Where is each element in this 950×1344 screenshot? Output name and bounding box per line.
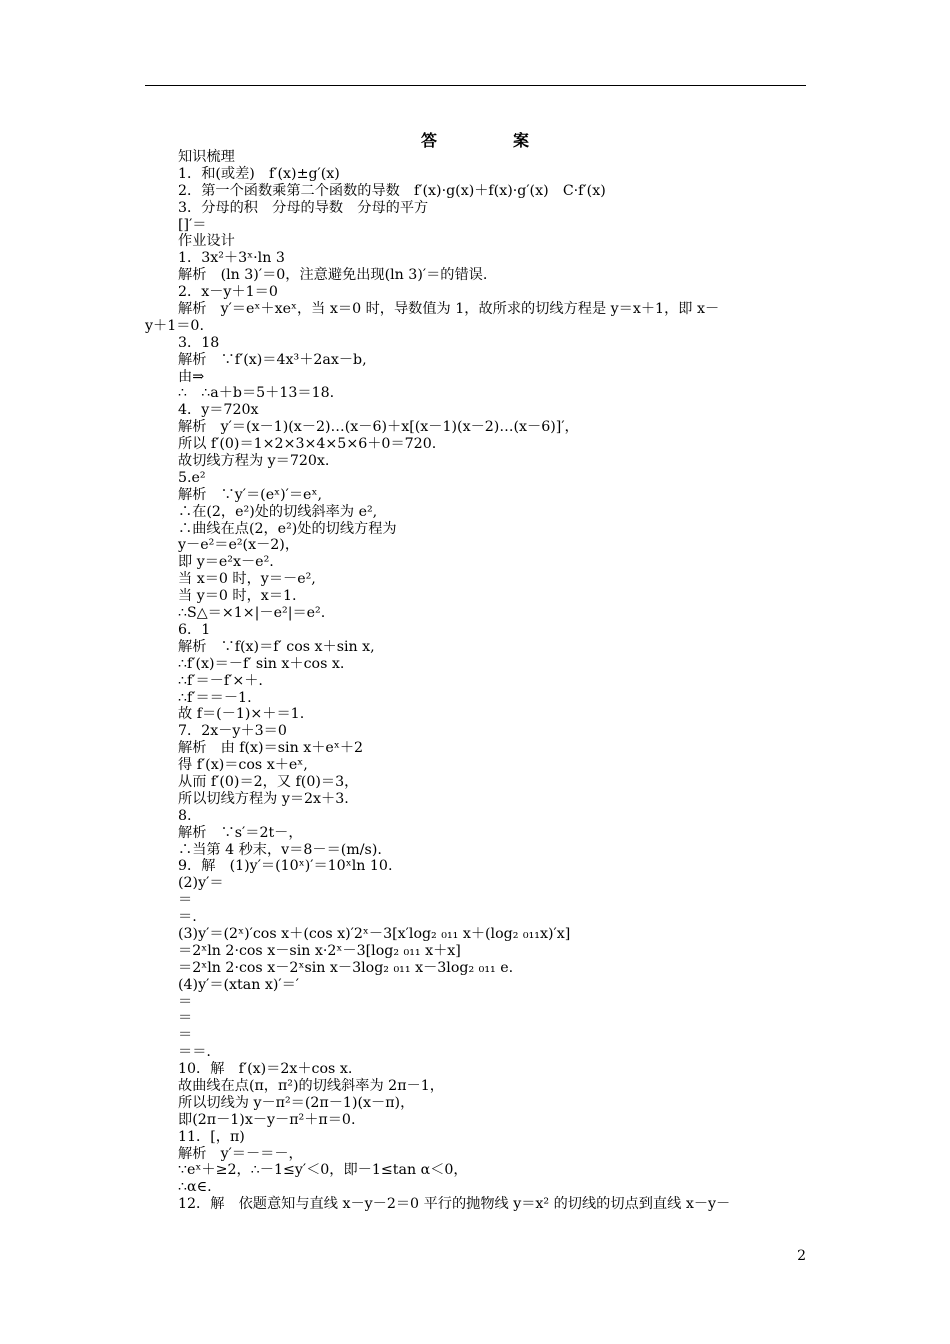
text-line: 故切线方程为 y＝720x. <box>178 453 330 470</box>
text-line: 所以切线为 y－π²＝(2π－1)(x－π)， <box>178 1094 415 1111</box>
text-line: y＋1＝0. <box>145 317 204 334</box>
page-number: 2 <box>797 1248 806 1264</box>
text-line: (2)y′＝ <box>178 875 224 892</box>
text-line: 由⇒ <box>178 368 205 385</box>
text-line: 所以 f′(0)＝1×2×3×4×5×6＋0＝720. <box>178 436 437 453</box>
text-line: (3)y′＝(2ˣ)′cos x＋(cos x)′2ˣ－3[x′log₂ ₀₁₁ x＋(log₂ ₀₁₁x)′x] <box>178 925 571 942</box>
text-line: 11．[，π) <box>178 1128 245 1145</box>
text-line: 知识梳理 <box>178 149 235 165</box>
text-line: 1．3x²＋3ˣ·ln 3 <box>178 250 285 267</box>
header-rule <box>145 85 806 86</box>
text-line: 3．分母的积 分母的导数 分母的平方 <box>178 199 429 216</box>
text-line: 当 x＝0 时，y＝－e², <box>178 571 316 588</box>
text-line: 6．1 <box>178 621 211 638</box>
text-line: 2．第一个函数乘第二个函数的导数 f′(x)·g(x)＋f(x)·g′(x) C·f′(x) <box>178 182 606 199</box>
text-line: 8. <box>178 807 192 824</box>
text-line: 9．解 (1)y′＝(10ˣ)′＝10ˣln 10. <box>178 858 393 875</box>
text-line: ∴S△＝×1×|－e²|＝e². <box>178 605 326 622</box>
text-line: 解析 y′＝－＝－， <box>178 1145 303 1162</box>
page-title: 答 案 <box>420 131 559 150</box>
text-line: []′＝ <box>178 216 207 233</box>
text-line: 解析 ∵f(x)＝f′ cos x＋sin x, <box>178 638 375 655</box>
text-line: 7．2x－y＋3＝0 <box>178 723 287 740</box>
text-line: ∴在(2，e²)处的切线斜率为 e², <box>178 503 378 520</box>
text-line: 10．解 f′(x)＝2x＋cos x. <box>178 1061 353 1078</box>
text-line: 12．解 依题意知与直线 x－y－2＝0 平行的抛物线 y＝x² 的切线的切点到直线 x－y－ <box>178 1196 731 1213</box>
text-line: ＝2ˣln 2·cos x－2ˣsin x－3log₂ ₀₁₁ x－3log₂ ₀₁₁ e. <box>178 959 514 976</box>
text-line: 即 y＝e²x－e². <box>178 554 274 571</box>
text-line: 故 f＝(－1)×＋＝1. <box>178 706 305 723</box>
text-line: 即(2π－1)x－y－π²＋π＝0. <box>178 1111 356 1128</box>
text-line: 5.e² <box>178 469 206 486</box>
text-line: 2．x－y＋1＝0 <box>178 284 278 301</box>
text-line: 3．18 <box>178 334 220 351</box>
text-line: 解析 y′＝eˣ＋xeˣ，当 x＝0 时，导数值为 1，故所求的切线方程是 y＝x＋1，即 x－ <box>178 301 720 318</box>
text-line: ＝＝. <box>178 1044 211 1061</box>
text-line: 得 f′(x)＝cos x＋eˣ, <box>178 757 308 774</box>
answer-body <box>145 149 807 1213</box>
text-line: 故曲线在点(π，π²)的切线斜率为 2π－1， <box>178 1077 444 1094</box>
text-line: 所以切线方程为 y＝2x＋3. <box>178 790 349 807</box>
text-line: ∴当第 4 秒末，v＝8－＝(m/s). <box>178 841 382 858</box>
text-line: 当 y＝0 时，x＝1. <box>178 588 297 605</box>
text-line: ＝ <box>178 1010 193 1027</box>
text-line: 从而 f′(0)＝2，又 f(0)＝3， <box>178 773 359 790</box>
text-line: 解析 ∵f′(x)＝4x³＋2ax－b, <box>178 351 367 368</box>
text-line: 解析 y′＝(x－1)(x－2)…(x－6)＋x[(x－1)(x－2)…(x－6)]′， <box>178 419 579 436</box>
text-line: ＝ <box>178 1027 193 1044</box>
text-line: ＝2ˣln 2·cos x－sin x·2ˣ－3[log₂ ₀₁₁ x＋x] <box>178 942 461 959</box>
text-line: ＝ <box>178 892 193 909</box>
text-line: ∴曲线在点(2，e²)处的切线方程为 <box>178 520 397 537</box>
text-line: ∴ ∴a＋b＝5＋13＝18. <box>178 385 335 402</box>
text-line: 作业设计 <box>178 233 235 250</box>
text-line: 解析 ∵y′＝(eˣ)′＝eˣ, <box>178 486 322 503</box>
text-line: 解析 由 f(x)＝sin x＋eˣ＋2 <box>178 740 364 757</box>
text-line: ∵eˣ＋≥2，∴－1≤y′＜0，即－1≤tan α＜0， <box>178 1162 468 1179</box>
text-line: 解析 (ln 3)′＝0，注意避免出现(ln 3)′＝的错误. <box>178 267 488 284</box>
text-line: ∴α∈. <box>178 1179 212 1196</box>
text-line: ＝ <box>178 993 193 1010</box>
text-line: ∴f′＝－f′×＋. <box>178 672 263 689</box>
text-line: ∴f′＝＝－1. <box>178 689 252 706</box>
text-line: 1．和(或差) f′(x)±g′(x) <box>178 165 340 182</box>
text-line: 解析 ∵s′＝2t－， <box>178 824 303 841</box>
text-line: y－e²＝e²(x－2)， <box>178 537 300 554</box>
text-line: (4)y′＝(xtan x)′＝′ <box>178 976 300 993</box>
text-line: ∴f′(x)＝－f′ sin x＋cos x. <box>178 655 345 672</box>
text-line: 4．y＝720x <box>178 402 259 419</box>
text-line: ＝. <box>178 909 197 926</box>
